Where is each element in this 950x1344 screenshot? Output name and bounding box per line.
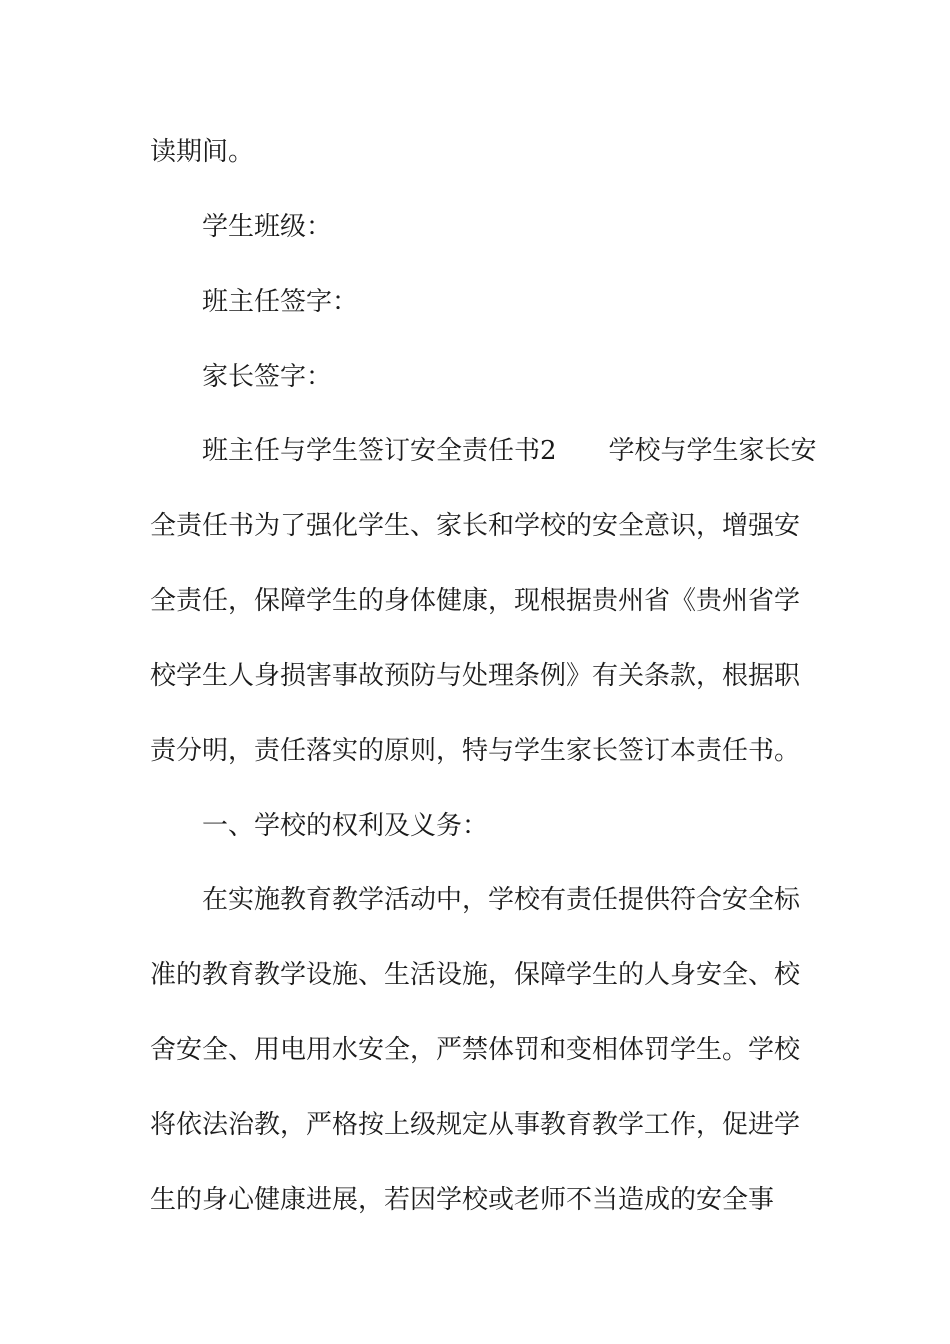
paragraph-line: 全责任书为了强化学生、家长和学校的安全意识，增强安	[150, 511, 801, 541]
paragraph-line: 准的教育教学设施、生活设施，保障学生的人身安全、校	[150, 960, 801, 990]
field-teacher-signature: 班主任签字：	[202, 287, 359, 317]
paragraph-line: 在实施教育教学活动中，学校有责任提供符合安全标	[202, 885, 801, 915]
field-student-class: 学生班级：	[202, 212, 333, 242]
paragraph-line: 舍安全、用电用水安全，严禁体罚和变相体罚学生。学校	[150, 1035, 801, 1065]
paragraph-line: 责分明，责任落实的原则，特与学生家长签订本责任书。	[150, 736, 801, 766]
section-heading: 一、学校的权利及义务：	[202, 811, 489, 841]
paragraph-line: 全责任，保障学生的身体健康，现根据贵州省《贵州省学	[150, 586, 801, 616]
paragraph-line: 班主任与学生签订安全责任书2 学校与学生家长安	[202, 436, 817, 466]
paragraph-line: 将依法治教，严格按上级规定从事教育教学工作，促进学	[150, 1110, 801, 1140]
field-parent-signature: 家长签字：	[202, 362, 333, 392]
text-line-continuation: 读期间。	[150, 137, 255, 167]
paragraph-line: 校学生人身损害事故预防与处理条例》有关条款，根据职	[150, 661, 801, 691]
paragraph-line: 生的身心健康进展，若因学校或老师不当造成的安全事	[150, 1185, 775, 1215]
